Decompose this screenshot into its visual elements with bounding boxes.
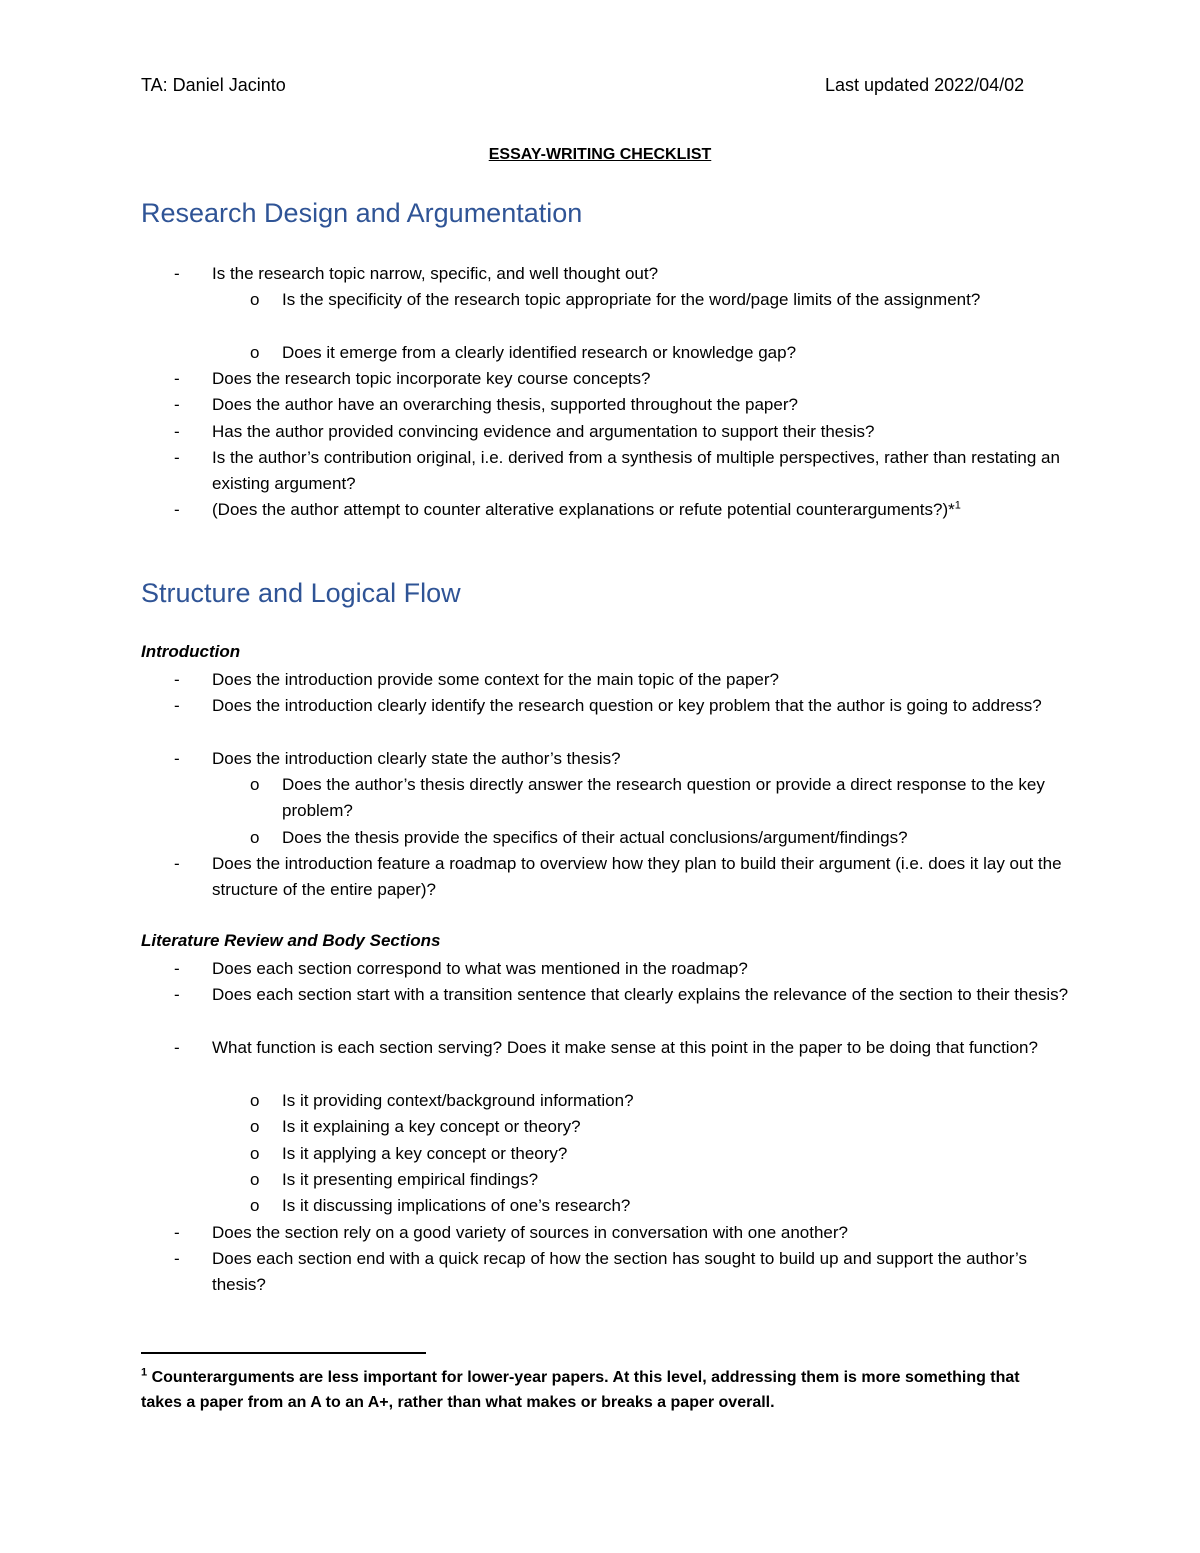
list-item (174, 261, 1072, 287)
list-item (174, 956, 1072, 982)
item-text: Is the specificity of the research topic appropriate for the word/page limits of the assignment? (282, 290, 981, 309)
circle-bullet: o (250, 775, 260, 794)
circle-bullet: o (250, 1170, 260, 1189)
dash-bullet: - (174, 854, 180, 873)
item-text: Is it applying a key concept or theory? (282, 1144, 568, 1163)
item-text: Is it discussing implications of one’s research? (282, 1196, 631, 1215)
item-text: Does the introduction clearly identify the research question or key problem that the author is going to address? (212, 696, 1042, 715)
item-text: Is it presenting empirical findings? (282, 1170, 539, 1189)
list-item (174, 1035, 1072, 1061)
item-text: Is it explaining a key concept or theory? (282, 1117, 581, 1136)
subheading-literature-review: Literature Review and Body Sections (141, 931, 441, 950)
circle-bullet: o (250, 1196, 260, 1215)
dash-bullet: - (174, 696, 180, 715)
item-text: Does the research topic incorporate key course concepts? (212, 369, 651, 388)
footnote (141, 1365, 1041, 1415)
dash-bullet: - (174, 422, 180, 441)
list-item (174, 445, 1072, 497)
dash-bullet: - (174, 369, 180, 388)
sub-list-item (250, 1141, 1072, 1167)
item-text: What function is each section serving? Does it make sense at this point in the paper to be doing that function? (212, 1038, 1038, 1057)
list-item (174, 1246, 1072, 1298)
item-text: Does the section rely on a good variety of sources in conversation with one another? (212, 1223, 848, 1242)
list-item (174, 419, 1072, 445)
dash-bullet: - (174, 1249, 180, 1268)
item-text: Does the author have an overarching thesis, supported throughout the paper? (212, 395, 798, 414)
item-text: Is the author’s contribution original, i.e. derived from a synthesis of multiple perspectives, rather than restating an existing argument? (212, 448, 1060, 494)
dash-bullet: - (174, 500, 180, 519)
item-text: Does the author’s thesis directly answer the research question or provide a direct response to the key problem? (282, 775, 1045, 821)
list-item (174, 1220, 1072, 1246)
item-text: Does the introduction provide some context for the main topic of the paper? (212, 670, 779, 689)
circle-bullet: o (250, 290, 260, 309)
item-text: Is it providing context/background information? (282, 1091, 634, 1110)
dash-bullet: - (174, 264, 180, 283)
item-text: Does each section correspond to what was mentioned in the roadmap? (212, 959, 748, 978)
dash-bullet: - (174, 959, 180, 978)
header-last-updated: Last updated 2022/04/02 (825, 75, 1025, 95)
sub-list-item (250, 1114, 1072, 1140)
sub-list-item (250, 1088, 1072, 1114)
circle-bullet: o (250, 828, 260, 847)
sub-list-item (250, 1193, 1072, 1219)
item-text: Does each section start with a transition sentence that clearly explains the relevance of the section to their thesis? (212, 985, 1069, 1004)
item-text: Does the thesis provide the specifics of their actual conclusions/argument/findings? (282, 828, 908, 847)
document-title: ESSAY-WRITING CHECKLIST (488, 146, 712, 163)
subheading-introduction: Introduction (141, 642, 241, 661)
circle-bullet: o (250, 1144, 260, 1163)
footnote-separator (141, 1352, 426, 1354)
list-item (174, 693, 1072, 719)
header-ta-name: TA: Daniel Jacinto (141, 75, 286, 95)
dash-bullet: - (174, 448, 180, 467)
dash-bullet: - (174, 670, 180, 689)
circle-bullet: o (250, 343, 260, 362)
item-text: Has the author provided convincing evidence and argumentation to support their thesis? (212, 422, 875, 441)
circle-bullet: o (250, 1117, 260, 1136)
footnote-reference: 1 (954, 499, 961, 512)
dash-bullet: - (174, 749, 180, 768)
list-item (174, 392, 1072, 418)
dash-bullet: - (174, 1038, 180, 1057)
list-item (174, 667, 1072, 693)
list-item (174, 746, 1072, 772)
item-text: Does the introduction feature a roadmap to overview how they plan to build their argument (i.e. does it lay out the structure of the entire paper)? (212, 854, 1062, 900)
heading-structure-flow: Structure and Logical Flow (141, 578, 461, 608)
list-item (174, 497, 1072, 523)
item-text: (Does the author attempt to counter alterative explanations or refute potential counterarguments?)* (212, 500, 955, 519)
item-text: Is the research topic narrow, specific, and well thought out? (212, 264, 659, 283)
footnote-number: 1 (141, 1366, 148, 1379)
heading-research-design: Research Design and Argumentation (141, 198, 583, 228)
circle-bullet: o (250, 1091, 260, 1110)
footnote-text: Counterarguments are less important for lower-year papers. At this level, addressing them is more something that takes a paper from an A to an A+, rather than what makes or breaks a paper overall. (141, 1369, 1020, 1411)
item-text: Does it emerge from a clearly identified research or knowledge gap? (282, 343, 797, 362)
dash-bullet: - (174, 1223, 180, 1242)
list-item (174, 982, 1072, 1008)
list-item (174, 366, 1072, 392)
sub-list-item (250, 772, 1072, 824)
list-item (174, 851, 1072, 903)
dash-bullet: - (174, 985, 180, 1004)
sub-list-item (250, 340, 1072, 366)
sub-list-item (250, 1167, 1072, 1193)
item-text: Does each section end with a quick recap of how the section has sought to build up and support the author’s thesis? (212, 1249, 1027, 1295)
sub-list-item (250, 287, 1072, 313)
dash-bullet: - (174, 395, 180, 414)
item-text: Does the introduction clearly state the author’s thesis? (212, 749, 621, 768)
sub-list-item (250, 825, 1072, 851)
